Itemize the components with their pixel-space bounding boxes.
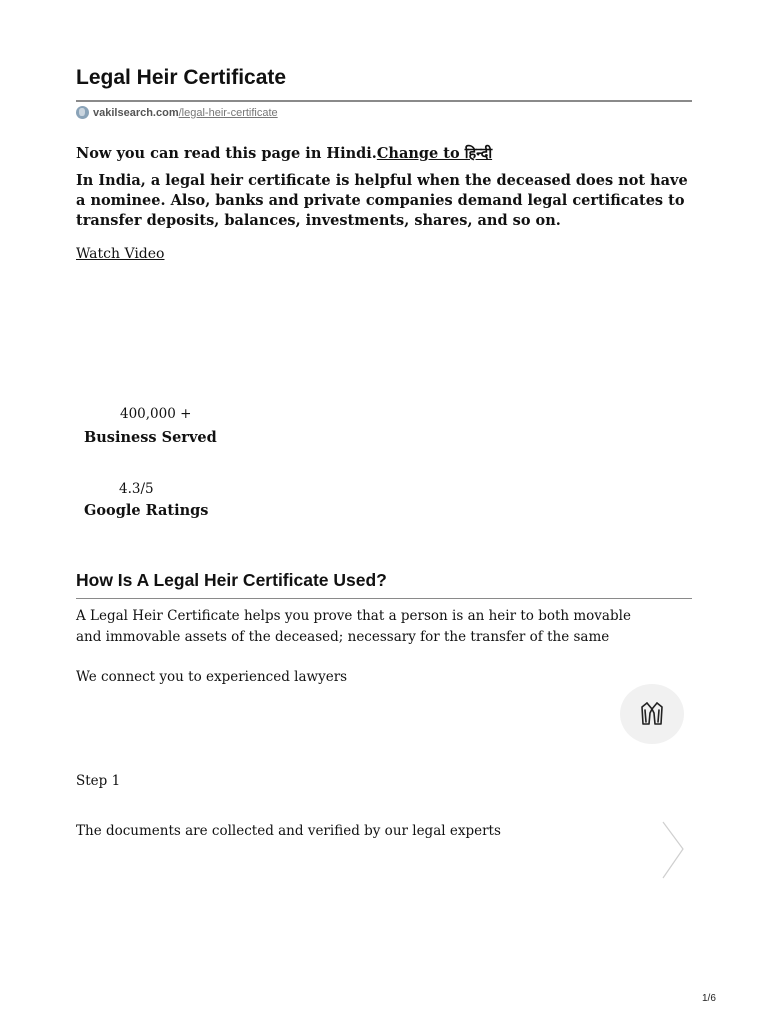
section-paragraph: A Legal Heir Certificate helps you prove that a person is an heir to both movable and immovable assets of the deceased; necessary for the transfer of the same bbox=[76, 608, 631, 645]
intro-paragraph: In India, a legal heir certificate is helpful when the deceased does not have a nominee. Also, banks and private companies demand legal certificates to transfer deposits, balances, investments, shares, and so on. bbox=[76, 172, 688, 229]
stat-label-businesses: Business Served bbox=[84, 429, 217, 446]
step-description: The documents are collected and verified by our legal experts bbox=[76, 823, 501, 839]
page-number: 1/6 bbox=[702, 993, 716, 1004]
watch-video-link[interactable]: Watch Video bbox=[76, 246, 165, 262]
section-heading: How Is A Legal Heir Certificate Used? bbox=[76, 570, 387, 590]
source-link[interactable] bbox=[76, 106, 278, 119]
language-notice-text: Now you can read this page in Hindi. bbox=[76, 145, 377, 162]
stat-value-businesses: 400,000 + bbox=[120, 406, 192, 422]
stat-label-ratings: Google Ratings bbox=[84, 502, 209, 519]
stat-value-ratings: 4.3/5 bbox=[119, 481, 154, 497]
language-notice bbox=[76, 143, 492, 163]
page-title: Legal Heir Certificate bbox=[76, 66, 287, 89]
lawyer-badge bbox=[620, 684, 684, 744]
source-domain: vakilsearch.com bbox=[93, 106, 179, 119]
change-language-link[interactable]: Change to हिन्दी bbox=[376, 145, 493, 162]
title-divider bbox=[76, 100, 692, 102]
source-path: /legal-heir-certificate bbox=[178, 106, 278, 119]
connect-text: We connect you to experienced lawyers bbox=[76, 669, 348, 685]
step-label: Step 1 bbox=[76, 773, 121, 789]
globe-icon bbox=[76, 106, 89, 119]
section-divider bbox=[76, 598, 692, 599]
chevron-right-icon[interactable] bbox=[660, 820, 686, 880]
lawyer-robe-icon bbox=[638, 700, 666, 728]
